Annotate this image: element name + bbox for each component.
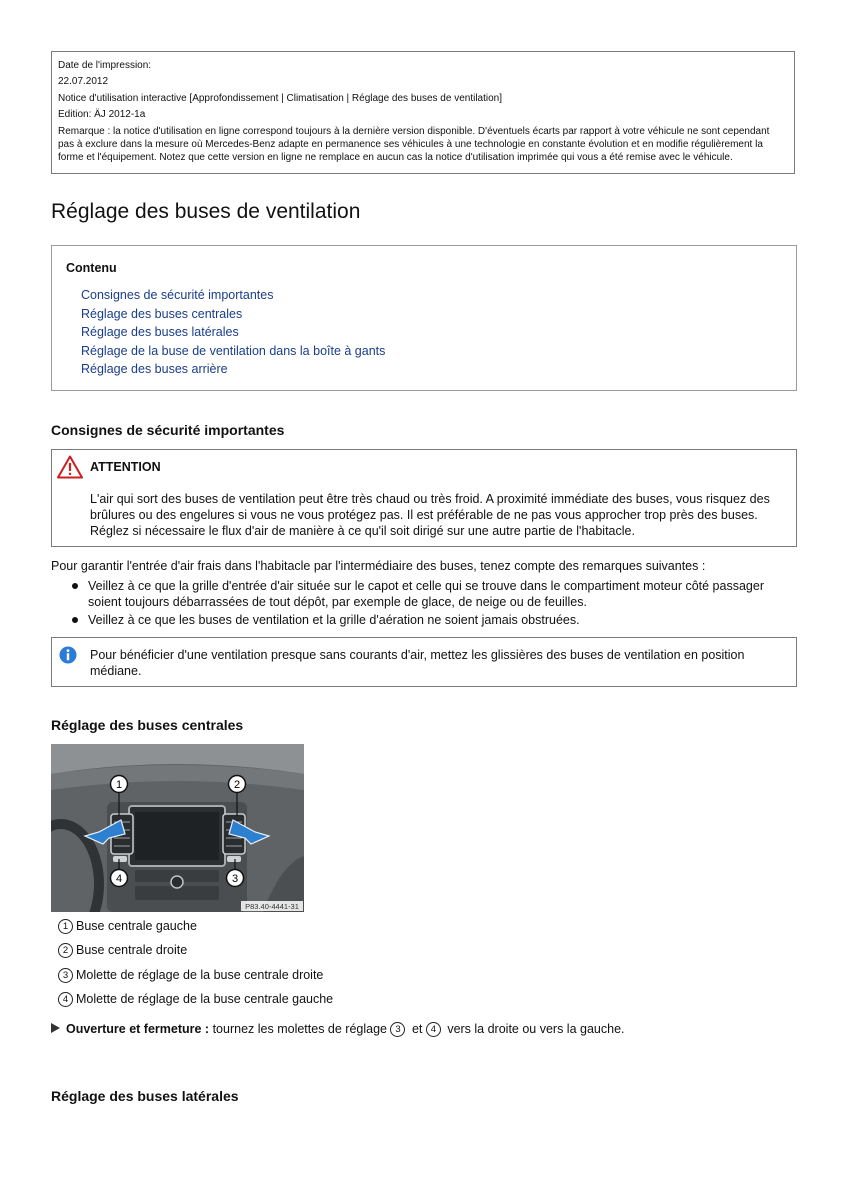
dashboard-illustration [51,744,304,912]
warning-triangle-icon [57,455,83,479]
figure-code: P83.40-4441-31 [245,902,299,911]
dashboard-figure [51,744,304,912]
legend-number-4: 4 [58,992,73,1007]
toc-link-glovebox-vent[interactable]: Réglage de la buse de ventilation dans la boîte à gants [81,343,386,358]
breadcrumb: Notice d'utilisation interactive [Approfondissement | Climatisation | Réglage des buses de ventilation] [58,92,503,104]
svg-text:4: 4 [115,873,123,885]
safety-bullet-1: Veillez à ce que la grille d'entrée d'air située sur le capot et celle qui se trouve dans le compartiment moteur côté passager soient toujours débarrassées de tout dépôt, par exemple de glace, de neige ou de feuilles. [88,579,764,609]
safety-intro: Pour garantir l'entrée d'air frais dans l'habitacle par l'intermédiaire des buses, tenez compte des remarques suivantes : [51,559,706,573]
inline-number-4: 4 [426,1022,441,1037]
instruction-step [51,1020,625,1038]
print-date: 22.07.2012 [58,76,109,88]
legend-item [58,917,197,935]
legend-text-2: Buse centrale droite [76,943,188,957]
toc-title: Contenu [66,261,117,275]
page-title: Réglage des buses de ventilation [51,200,361,223]
inline-number-3: 3 [390,1022,405,1037]
callout-3 [227,870,244,887]
legend-number-1: 1 [58,919,73,934]
toc-link-side-vents[interactable]: Réglage des buses latérales [81,325,239,339]
legend-number-3: 3 [58,968,73,983]
instruction-text: vers la droite ou vers la gauche. [443,1022,625,1036]
legend-number-2: 2 [58,943,73,958]
step-arrow-icon [51,1023,60,1033]
safety-bullet-2: Veillez à ce que les buses de ventilation et la grille d'aération ne soient jamais obstruées. [88,613,580,627]
legend-item [58,966,323,984]
bullet-dot [72,583,78,589]
svg-text:1: 1 [115,779,123,791]
instruction-bold: Ouverture et fermeture : [66,1022,210,1036]
toc-link-central-vents[interactable]: Réglage des buses centrales [81,306,243,321]
toc-link-rear-vents[interactable]: Réglage des buses arrière [81,362,228,376]
legend-item [58,941,187,959]
remark-text: Remarque : la notice d'utilisation en ligne correspond toujours à la dernière version disponible. D'éventuels écarts par rapport à votre véhicule ne sont cependant pas à exclure dans la mesure où Mercedes-Benz adapte en permanence ses véhicules à une technologie en constante évolution et en modifie régulièrement la forme et l'équipement. Notez que cette version en ligne ne remplace en aucun cas la notice d'utilisation imprimée qui vous a été remise avec le véhicule. [58,125,770,164]
toc-link-safety[interactable]: Consignes de sécurité importantes [81,288,274,302]
instruction-text: tournez les molettes de réglage [209,1022,391,1036]
print-meta-box [51,51,795,174]
legend-item [58,990,333,1008]
print-date-label: Date de l'impression: [58,60,152,71]
callout-1 [111,776,128,793]
safety-heading: Consignes de sécurité importantes [51,422,285,438]
toc-box [51,245,797,391]
svg-text:2: 2 [233,779,241,791]
warning-title: ATTENTION [90,460,161,474]
warning-box [51,449,797,547]
edition: Edition: ÄJ 2012-1a [58,109,146,121]
side-vents-heading: Réglage des buses latérales [51,1088,239,1104]
instruction-text: et [408,1022,426,1036]
legend-text-3: Molette de réglage de la buse centrale droite [76,968,324,982]
info-icon [59,646,77,664]
legend-text-4: Molette de réglage de la buse centrale gauche [76,992,334,1006]
bullet-dot [72,617,78,623]
svg-text:3: 3 [231,873,239,885]
callout-4 [111,870,128,887]
legend-text-1: Buse centrale gauche [76,919,197,933]
toc-list [81,286,385,379]
info-box [51,637,797,687]
warning-text: L'air qui sort des buses de ventilation peut être très chaud ou très froid. A proximité immédiate des buses, vous risquez des brûlures ou des engelures si vous ne vous protégez pas. Il est préférable de ne pas vous approcher trop près des buses. Réglez si nécessaire le flux d'air de manière à ce qu'il soit dirigé sur une autre partie de l'habitacle. [90,492,770,538]
central-vents-heading: Réglage des buses centrales [51,717,244,733]
info-text: Pour bénéficier d'une ventilation presque sans courants d'air, mettez les glissières des buses de ventilation en position médiane. [90,648,745,678]
callout-2 [229,776,246,793]
